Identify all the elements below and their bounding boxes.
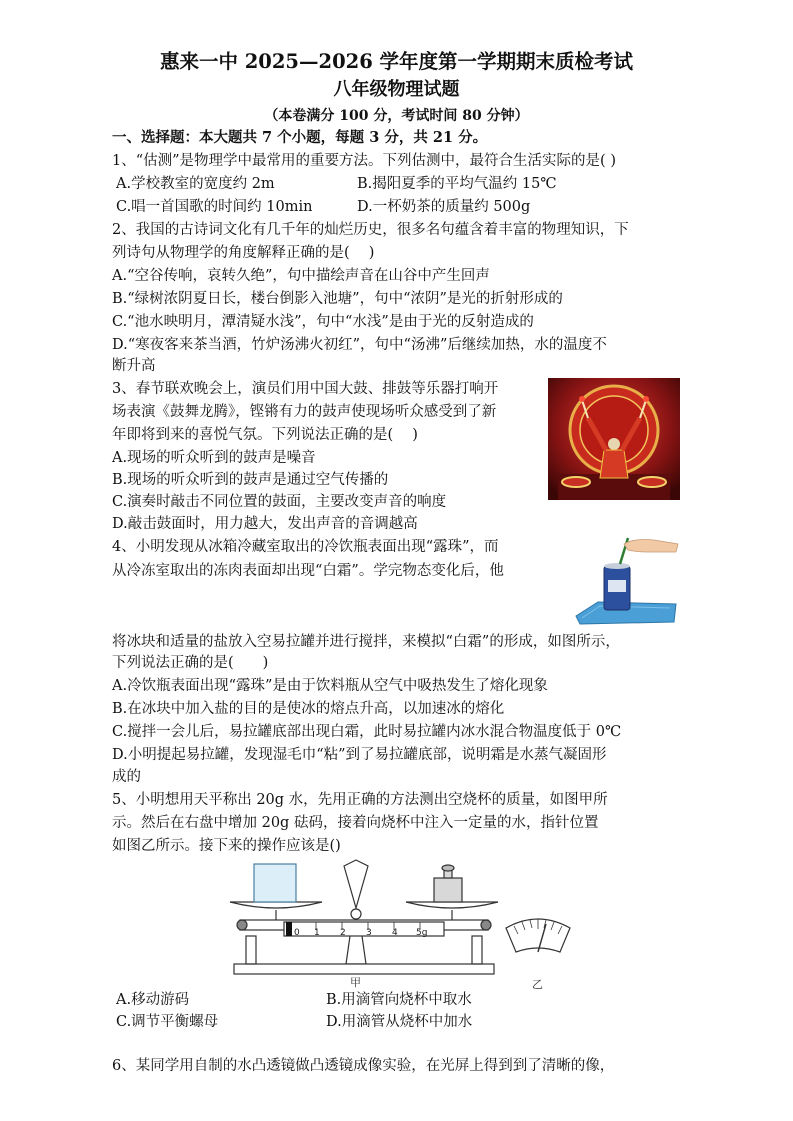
q5-stem-line3: 如图乙所示。接下来的操作应该是() — [112, 838, 341, 854]
q1-option-a: A.学校教室的宽度约 2m — [116, 176, 275, 192]
q4-option-b: B.在冰块中加入盐的目的是使冰的熔点升高，以加速冰的熔化 — [112, 701, 505, 717]
q4-option-c: C.搅拌一会儿后，易拉罐底部出现白霜，此时易拉罐内冰水混合物温度低于 0℃ — [112, 724, 622, 740]
q6-stem: 6、某同学用自制的水凸透镜做凸透镜成像实验，在光屏上得到到了清晰的像， — [112, 1058, 615, 1074]
can-stirring-figure — [570, 536, 682, 626]
exam-note: （本卷满分 100 分，考试时间 80 分钟） — [264, 108, 529, 124]
q4-stem-line3: 将冰块和适量的盐放入空易拉罐并进行搅拌，来模拟“白霜”的形成，如图所示， — [112, 634, 620, 650]
pointer-dial-figure-yi — [500, 908, 576, 994]
q5-option-c: C.调节平衡螺母 — [116, 1014, 219, 1030]
q3-stem-line1: 3、春节联欢晚会上，演员们用中国大鼓、排鼓等乐器打响开 — [112, 381, 499, 397]
q3-stem-line3: 年即将到来的喜悦气氛。下列说法正确的是( ) — [112, 427, 418, 443]
q5-option-b: B.用滴管向烧杯中取水 — [326, 992, 472, 1008]
q2-stem-line2: 列诗句从物理学的角度解释正确的是( ) — [112, 245, 375, 261]
scale-tick-5g: 5g — [416, 928, 428, 938]
q1-option-b: B.揭阳夏季的平均气温约 15℃ — [357, 176, 557, 192]
q2-option-c: C.“池水映明月，潭清疑水浅”，句中“水浅”是由于光的反射造成的 — [112, 314, 534, 330]
figure-label-jia: 甲 — [350, 976, 361, 989]
q3-option-c: C.演奏时敲击不同位置的鼓面，主要改变声音的响度 — [112, 494, 447, 510]
scale-tick-4: 4 — [392, 928, 398, 938]
q5-option-a: A.移动游码 — [116, 992, 190, 1008]
scale-tick-3: 3 — [366, 928, 372, 938]
q2-option-a: A.“空谷传响，哀转久绝”，句中描绘声音在山谷中产生回声 — [112, 268, 490, 284]
exam-title: 惠来一中 2025—2026 学年度第一学期期末质检考试 — [159, 50, 634, 73]
q4-stem-line1: 4、小明发现从冰箱冷藏室取出的冷饮瓶表面出现“露珠”，而 — [112, 539, 499, 555]
q1-option-d: D.一杯奶茶的质量约 500g — [357, 199, 531, 215]
q5-option-d: D.用滴管从烧杯中加水 — [326, 1014, 473, 1030]
q5-stem-line1: 5、小明想用天平称出 20g 水，先用正确的方法测出空烧杯的质量，如图甲所 — [112, 792, 608, 808]
q3-option-d: D.敲击鼓面时，用力越大，发出声音的音调越高 — [112, 516, 418, 532]
q3-option-a: A.现场的听众听到的鼓声是噪音 — [112, 450, 316, 466]
q2-option-b: B.“绿树浓阴夏日长，楼台倒影入池塘”，句中“浓阴”是光的折射形成的 — [112, 291, 563, 307]
q2-option-d-line2: 断升高 — [112, 358, 156, 374]
q2-stem-line1: 2、我国的古诗词文化有几千年的灿烂历史，很多名句蕴含着丰富的物理知识，下 — [112, 222, 629, 238]
drum-performance-photo — [548, 378, 680, 500]
q4-option-d-line2: 成的 — [112, 769, 141, 785]
q1-stem: 1、“估测”是物理学中最常用的重要方法。下列估测中，最符合生活实际的是( ) — [112, 153, 616, 169]
q4-stem-line4: 下列说法正确的是( ) — [112, 655, 269, 671]
scale-tick-2: 2 — [340, 928, 346, 938]
figure-label-yi: 乙 — [532, 978, 543, 991]
q3-option-b: B.现场的听众听到的鼓声是通过空气传播的 — [112, 472, 389, 488]
q4-stem-line2: 从冷冻室取出的冻肉表面却出现“白霜”。学完物态变化后，他 — [112, 563, 504, 579]
q1-option-c: C.唱一首国歌的时间约 10min — [116, 199, 313, 215]
q3-stem-line2: 场表演《鼓舞龙腾》，铿锵有力的鼓声使现场听众感受到了新 — [112, 404, 497, 420]
q4-option-d-line1: D.小明提起易拉罐，发现湿毛巾“粘”到了易拉罐底部，说明霜是水蒸气凝固形 — [112, 747, 607, 763]
scale-tick-1: 1 — [314, 928, 320, 938]
q2-option-d-line1: D.“寒夜客来茶当酒，竹炉汤沸火初红”，句中“汤沸”后继续加热，水的温度不 — [112, 337, 607, 353]
section-heading: 一、选择题：本大题共 7 个小题，每题 3 分，共 21 分。 — [112, 129, 488, 146]
exam-subtitle: 八年级物理试题 — [333, 79, 460, 100]
q4-option-a: A.冷饮瓶表面出现“露珠”是由于饮料瓶从空气中吸热发生了熔化现象 — [112, 678, 548, 694]
scale-tick-0: 0 — [294, 928, 300, 938]
balance-figure-jia — [226, 856, 502, 990]
q5-stem-line2: 示。然后在右盘中增加 20g 砝码，接着向烧杯中注入一定量的水，指针位置 — [112, 815, 599, 831]
